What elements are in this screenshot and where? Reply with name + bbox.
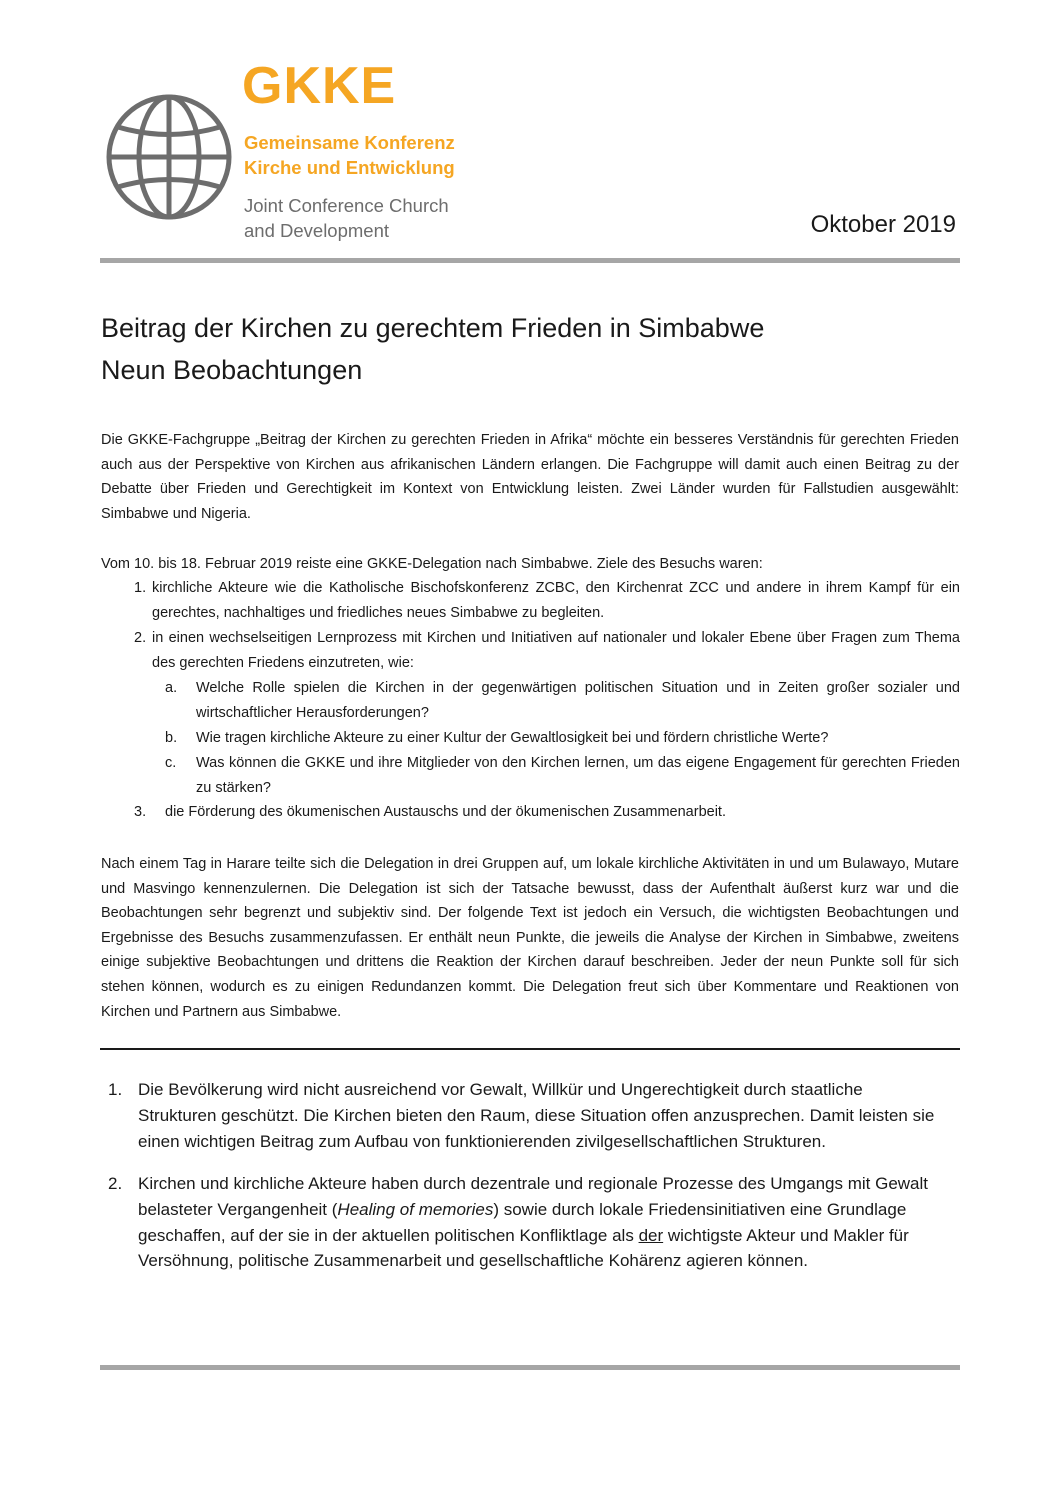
logo-en-line-1: Joint Conference Church — [244, 195, 449, 216]
goal-1-number: 1. — [134, 580, 147, 596]
trip-lead: Vom 10. bis 18. Februar 2019 reiste eine GKKE-Delegation nach Simbabwe. Ziele des Besuchs waren: — [101, 556, 763, 572]
observation-2-text — [138, 1171, 938, 1274]
section-divider — [100, 1048, 960, 1050]
goal-3-text: die Förderung des ökumenischen Austauschs und der ökumenischen Zusammenarbeit. — [165, 804, 726, 820]
logo-wordmark: GKKE — [242, 57, 397, 115]
observation-2-part-1: Kirchen und kirchliche Akteure haben durch dezentrale und regionale Prozesse des Umgangs mit Gewalt belasteter Vergangenheit ( — [138, 1174, 929, 1219]
title-line-1: Beitrag der Kirchen zu gerechtem Frieden in Simbabwe — [101, 313, 765, 343]
observation-2-underline: der — [638, 1225, 664, 1245]
observation-2-number: 2. — [108, 1174, 123, 1193]
question-c-text: Was können die GKKE und ihre Mitglieder von den Kirchen lernen, um das eigene Engagement für gerechten Frieden zu stärken? — [196, 755, 960, 796]
observation-1-text: Die Bevölkerung wird nicht ausreichend vor Gewalt, Willkür und Ungerechtigkeit durch staatliche Strukturen geschützt. Die Kirchen bieten den Raum, diese Situation offen anzusprechen. Damit leisten sie einen wichtigen Beitrag zum Aufbau von funktionierenden zivilgesellschaftlichen Strukturen. — [138, 1080, 935, 1151]
question-b-letter: b. — [165, 730, 178, 746]
logo-en-line-2: and Development — [244, 220, 390, 241]
logo-de-line-1: Gemeinsame Konferenz — [244, 132, 455, 153]
title-line-2: Neun Beobachtungen — [101, 355, 363, 385]
question-b-text: Wie tragen kirchliche Akteure zu einer Kultur der Gewaltlosigkeit bei und fördern christliche Werte? — [196, 730, 829, 746]
goal-3-number: 3. — [134, 804, 147, 820]
question-c-letter: c. — [165, 755, 177, 771]
question-a-text: Welche Rolle spielen die Kirchen in der gegenwärtigen politischen Situation und in Zeiten großer sozialer und wirtschaftlicher Herausforderungen? — [196, 680, 960, 721]
logo-de-line-2: Kirche und Entwicklung — [244, 157, 455, 178]
goal-1-text: kirchliche Akteure wie die Katholische Bischofskonferenz ZCBC, den Kirchenrat ZCC und andere in ihrem Kampf für ein gerechtes, nachhaltiges und friedliches neues Simbabwe zu begleiten. — [152, 580, 960, 621]
header-divider — [100, 258, 960, 263]
document-date: Oktober 2019 — [810, 211, 956, 238]
goal-2-number: 2. — [134, 630, 147, 646]
goal-2-text: in einen wechselseitigen Lernprozess mit Kirchen und Initiativen auf nationaler und lokaler Ebene über Fragen zum Thema des gerechten Friedens einzutreten, wie: — [152, 630, 960, 671]
globe-icon — [104, 92, 234, 222]
footer-divider — [100, 1365, 960, 1370]
logo-subtitle-en — [244, 193, 449, 243]
logo-subtitle-de — [244, 130, 455, 180]
observation-2-part-3: wichtigste Akteur und Makler für Versöhnung, politische Zusammenarbeit und gesellschaftliche Kohärenz agieren können. — [138, 1225, 909, 1271]
observation-2-italic: Healing of memories — [337, 1199, 494, 1219]
context-paragraph: Nach einem Tag in Harare teilte sich die Delegation in drei Gruppen auf, um lokale kirchliche Aktivitäten in und um Bulawayo, Mutare und Masvingo kennenzulernen. Die Delegation ist sich der Tatsache bewusst, dass der Aufenthalt äußerst kurz war und die Beobachtungen sehr begrenzt und subjektiv sind. Der folgende Text ist jedoch ein Versuch, die wichtigsten Beobachtungen und Ergebnisse des Besuchs zusammenzufassen. Er enthält neun Punkte, die jeweils die Analyse der Kirchen in Simbabwe, zweitens einige subjektive Beobachtungen und drittens die Reaktion der Kirchen darauf beschreiben. Jeder der neun Punkte soll für sich stehen können, wodurch es zu einigen Redundanzen kommt. Die Delegation freut sich über Kommentare und Reaktionen von Kirchen und Partnern aus Simbabwe. — [101, 856, 959, 1020]
page-title — [101, 307, 961, 391]
intro-paragraph: Die GKKE-Fachgruppe „Beitrag der Kirchen zu gerechten Frieden in Afrika“ möchte ein besseres Verständnis für gerechten Frieden auch aus der Perspektive von Kirchen aus afrikanischen Ländern erlangen. Die Fachgruppe will damit auch einen Beitrag zu der Debatte über Frieden und Gerechtigkeit im Kontext von Entwicklung leisten. Zwei Länder wurden für Fallstudien ausgewählt: Simbabwe und Nigeria. — [101, 432, 959, 522]
question-a-letter: a. — [165, 680, 178, 696]
observation-1-number: 1. — [108, 1080, 123, 1099]
observation-2-part-2: ) sowie durch lokale Friedensinitiativen eine Grundlage geschaffen, auf der sie in der aktuellen politischen Konfliktlage als — [138, 1199, 907, 1245]
